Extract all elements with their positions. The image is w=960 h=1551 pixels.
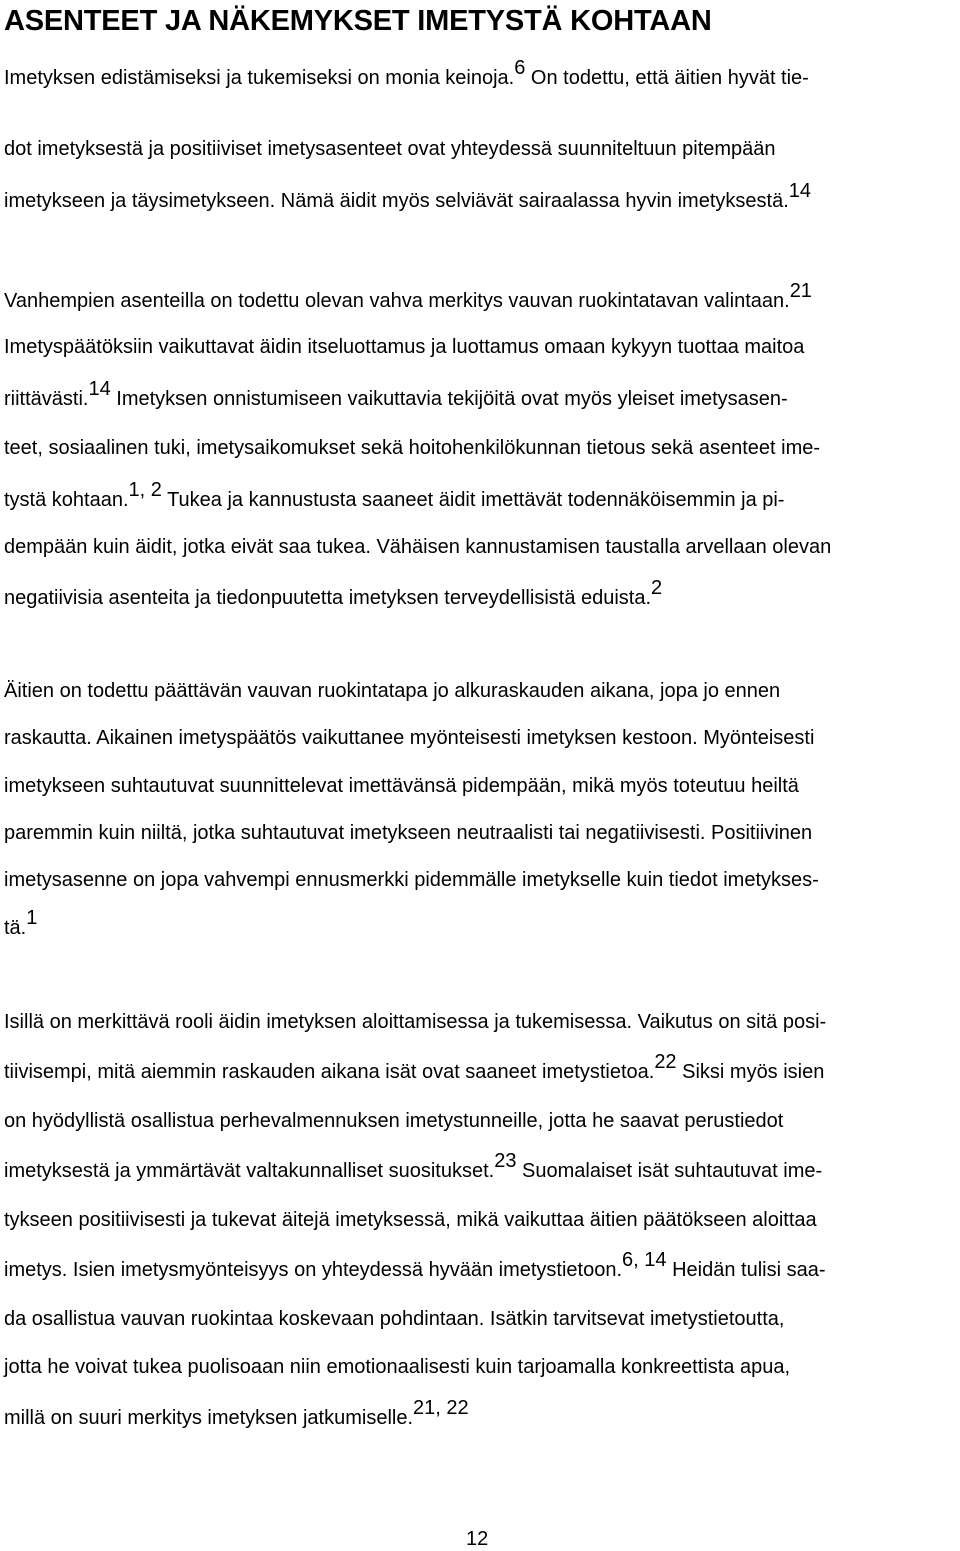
- citation-reference: 14: [88, 378, 111, 400]
- text-segment: riittävästi.: [4, 388, 89, 410]
- text-segment: On todettu, että äitien hyvät tie-: [525, 67, 809, 89]
- text-segment: tykseen positiivisesti ja tukevat äitejä imetyksessä, mikä vaikuttaa äitien päätökseen aloittaa: [4, 1209, 817, 1231]
- text-line: [4, 1397, 469, 1431]
- text-segment: Imetyspäätöksiin vaikuttavat äidin itseluottamus ja luottamus omaan kykyyn tuottaa maitoa: [4, 336, 805, 358]
- citation-reference: 6: [514, 57, 526, 79]
- text-line: [4, 1051, 825, 1085]
- text-segment: Imetyksen edistämiseksi ja tukemiseksi on monia keinoja.: [4, 67, 515, 89]
- text-line: [4, 534, 831, 560]
- citation-reference: 14: [788, 180, 811, 202]
- text-line: [4, 1207, 817, 1233]
- text-line: [4, 435, 820, 461]
- citation-reference: 1: [26, 907, 38, 929]
- text-segment: imetysasenne on jopa vahvempi ennusmerkki pidemmälle imetykselle kuin tiedot imetykses-: [4, 869, 819, 891]
- text-line: [4, 1249, 826, 1283]
- text-segment: dempään kuin äidit, jotka eivät saa tukea. Vähäisen kannustamisen taustalla arvellaan olevan: [4, 536, 832, 558]
- text-segment: imetyksestä ja ymmärtävät valtakunnalliset suositukset.: [4, 1160, 495, 1182]
- text-line: [4, 334, 804, 360]
- text-segment: dot imetyksestä ja positiiviset imetysasenteet ovat yhteydessä suunniteltuun pitempään: [4, 138, 776, 160]
- text-segment: negatiivisia asenteita ja tiedonpuutetta imetyksen terveydellisistä eduista.: [4, 587, 652, 609]
- text-segment: Tukea ja kannustusta saaneet äidit imettävät todennäköisemmin ja pi-: [161, 489, 785, 511]
- citation-reference: 21, 22: [413, 1397, 469, 1419]
- text-segment: da osallistua vauvan ruokintaa koskevaan pohdintaan. Isätkin tarvitsevat imetystietoutta,: [4, 1308, 785, 1330]
- text-line: [4, 1150, 823, 1184]
- text-line: [4, 136, 776, 162]
- text-segment: raskautta. Aikainen imetyspäätös vaikuttanee myönteisesti imetyksen kestoon. Myönteisesti: [4, 727, 815, 749]
- text-line: [4, 678, 780, 704]
- page-number: 12: [466, 1528, 489, 1550]
- text-segment: Imetyksen onnistumiseen vaikuttavia tekijöitä ovat myös yleiset imetysasen-: [110, 388, 788, 410]
- text-line: [4, 1354, 790, 1380]
- text-line: [4, 773, 799, 799]
- text-line: [4, 867, 819, 893]
- text-line: [4, 280, 812, 314]
- text-segment: teet, sosiaalinen tuki, imetysaikomukset sekä hoitohenkilökunnan tietous sekä asenteet ime-: [4, 437, 821, 459]
- citation-reference: 22: [654, 1051, 677, 1073]
- text-line: [4, 57, 809, 91]
- text-line: [4, 1108, 783, 1134]
- text-segment: on hyödyllistä osallistua perhevalmennuksen imetystunneille, jotta he saavat perustiedot: [4, 1110, 784, 1132]
- text-line: [4, 907, 38, 941]
- text-segment: Äitien on todettu päättävän vauvan ruokintatapa jo alkuraskauden aikana, jopa jo ennen: [4, 680, 781, 702]
- text-segment: millä on suuri merkitys imetyksen jatkumiselle.: [4, 1407, 414, 1429]
- text-line: [4, 820, 812, 846]
- text-segment: jotta he voivat tukea puolisoaan niin emotionaalisesti kuin tarjoamalla konkreettista apua,: [4, 1356, 791, 1378]
- citation-reference: 2: [651, 577, 663, 599]
- page-heading: ASENTEET JA NÄKEMYKSET IMETYSTÄ KOHTAAN: [4, 5, 712, 37]
- text-line: [4, 180, 811, 214]
- text-line: [4, 1009, 826, 1035]
- text-line: [4, 378, 788, 412]
- text-segment: tystä kohtaan.: [4, 489, 129, 511]
- text-line: [4, 479, 785, 513]
- text-segment: Vanhempien asenteilla on todettu olevan vahva merkitys vauvan ruokintatavan valintaan.: [4, 290, 790, 312]
- text-segment: Isillä on merkittävä rooli äidin imetyksen aloittamisessa ja tukemisessa. Vaikutus on sitä posi-: [4, 1011, 827, 1033]
- text-segment: imetykseen suhtautuvat suunnittelevat imettävänsä pidempään, mikä myös toteutuu heiltä: [4, 775, 799, 797]
- citation-reference: 23: [494, 1150, 517, 1172]
- text-segment: Heidän tulisi saa-: [666, 1259, 826, 1281]
- text-segment: tiivisempi, mitä aiemmin raskauden aikana isät ovat saaneet imetystietoa.: [4, 1061, 655, 1083]
- text-segment: imetys. Isien imetysmyönteisyys on yhteydessä hyvään imetystietoon.: [4, 1259, 623, 1281]
- text-segment: Siksi myös isien: [676, 1061, 825, 1083]
- text-line: [4, 1306, 784, 1332]
- text-segment: imetykseen ja täysimetykseen. Nämä äidit myös selviävät sairaalassa hyvin imetyksestä.: [4, 190, 789, 212]
- text-segment: tä.: [4, 917, 27, 939]
- citation-reference: 6, 14: [622, 1249, 667, 1271]
- text-line: [4, 725, 814, 751]
- citation-reference: 1, 2: [128, 479, 162, 501]
- text-segment: paremmin kuin niiltä, jotka suhtautuvat imetykseen neutraalisti tai negatiivisesti. Positiivinen: [4, 822, 813, 844]
- text-line: [4, 577, 663, 611]
- text-segment: Suomalaiset isät suhtautuvat ime-: [516, 1160, 823, 1182]
- citation-reference: 21: [789, 280, 812, 302]
